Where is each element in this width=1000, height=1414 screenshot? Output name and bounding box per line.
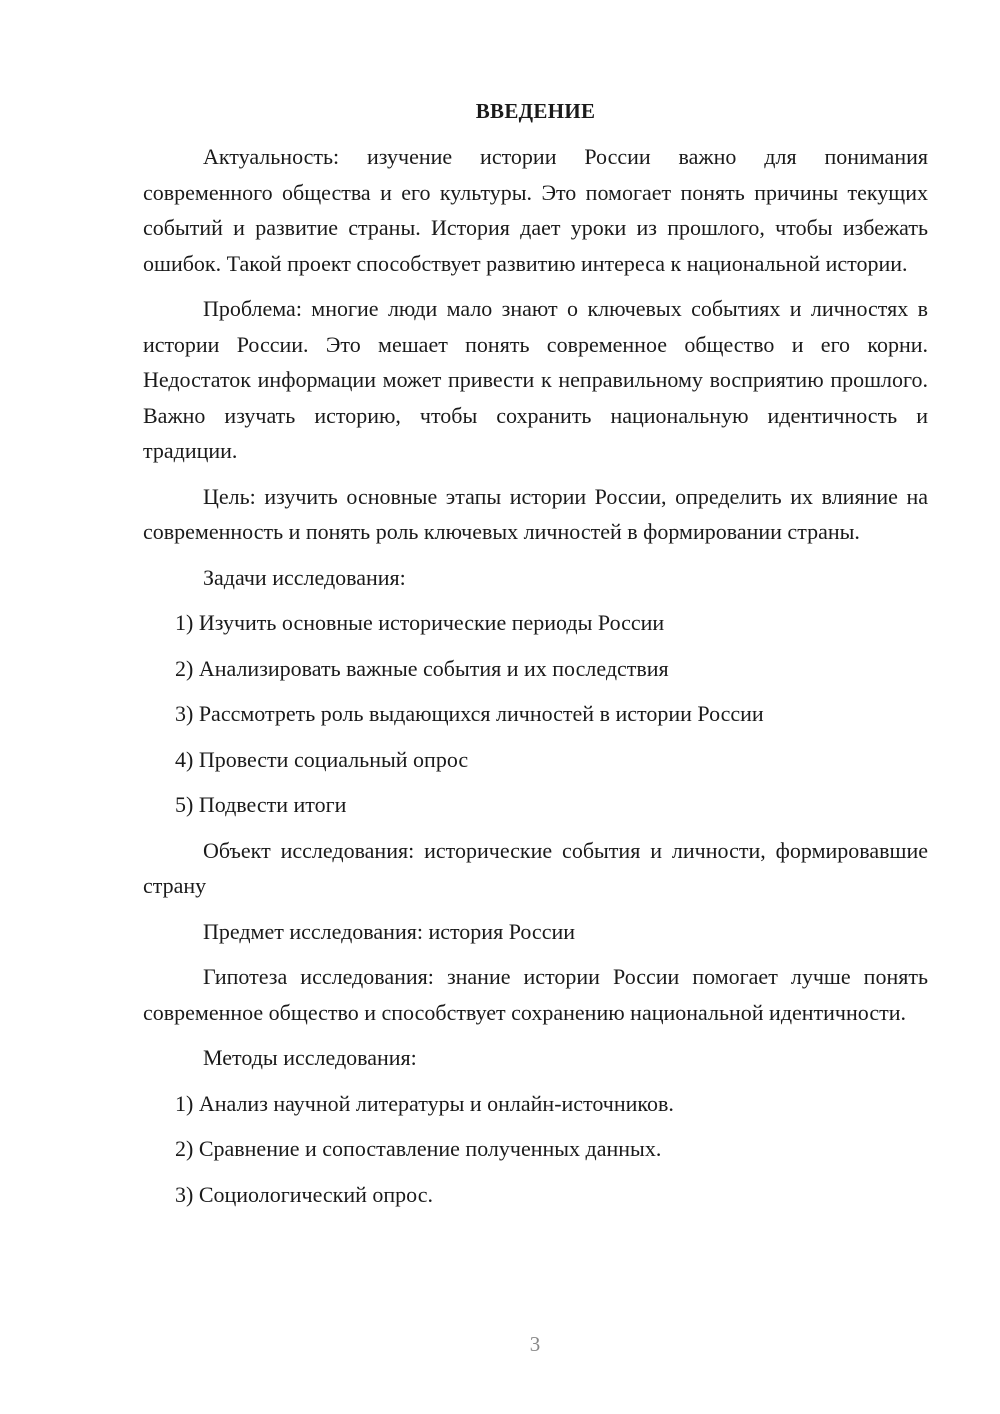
list-item: 5) Подвести итоги [175,792,347,817]
methods-heading: Методы исследования: [203,1045,417,1070]
list-item: 4) Провести социальный опрос [175,746,469,772]
object-paragraph: Объект исследования: исторические события и личности, формировавшие страну [143,837,928,898]
list-item: 3) Рассмотреть роль выдающихся личностей в истории России [175,701,764,726]
problem-paragraph: Проблема: многие люди мало знают о ключевых событиях и личностях в истории России. Это мешает понять современное общество и его корни. Недостаток информации может привести к неправильному восприятию прошлого. Важно изучать историю, чтобы сохранить национальную идентичность и традиции. [143,296,928,463]
methods-list [143,1086,928,1213]
relevance-paragraph: Актуальность: изучение истории России важно для понимания современного общества и его культуры. Это помогает понять причины текущих событий и развитие страны. История дает уроки из прошлого, чтобы избежать ошибок. Такой проект способствует развитию интереса к национальной истории. [143,144,928,276]
page-number: 3 [529,1332,541,1356]
subject-paragraph: Предмет исследования: история России [203,918,576,944]
document-page [143,95,928,1222]
list-item: 1) Изучить основные исторические периоды России [175,610,665,635]
tasks-list [143,605,928,823]
list-item: 3) Социологический опрос. [175,1181,433,1207]
page-title: ВВЕДЕНИЕ [475,99,596,123]
list-item: 2) Анализировать важные события и их последствия [175,655,669,681]
list-item: 2) Сравнение и сопоставление полученных данных. [175,1136,662,1161]
hypothesis-paragraph: Гипотеза исследования: знание истории России помогает лучше понять современное общество и способствует сохранению национальной идентичности. [143,964,928,1025]
list-item: 1) Анализ научной литературы и онлайн-источников. [175,1090,674,1116]
goal-paragraph: Цель: изучить основные этапы истории России, определить их влияние на современность и понять роль ключевых личностей в формировании страны. [143,483,928,544]
tasks-heading: Задачи исследования: [203,564,406,590]
